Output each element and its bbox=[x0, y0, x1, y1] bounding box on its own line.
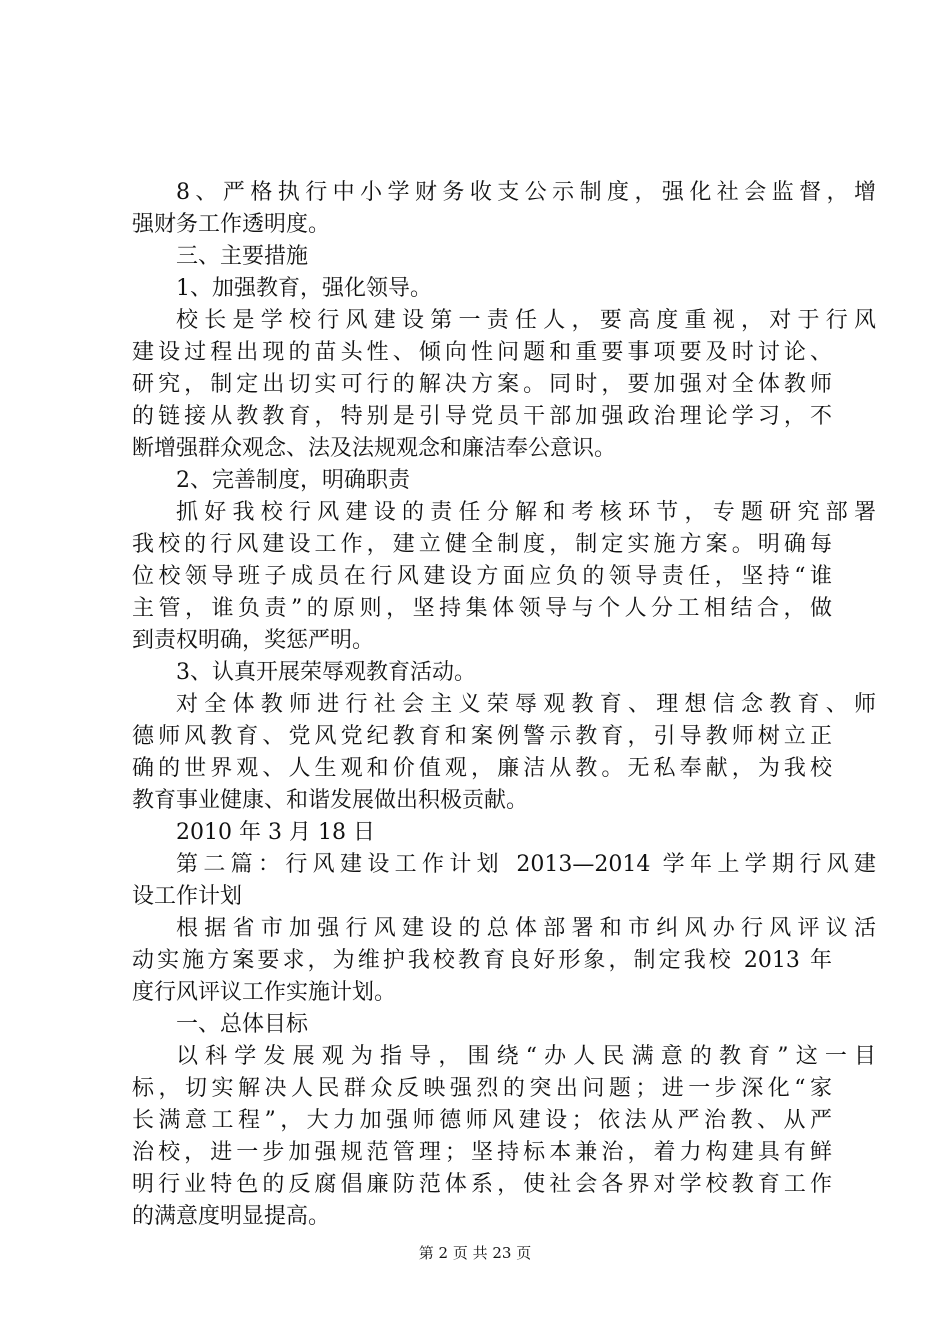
text-line: 抓好我校行风建设的责任分解和考核环节，专题研究部署 bbox=[176, 500, 876, 525]
section-heading: 一、总体目标 bbox=[176, 1012, 309, 1037]
text-line: 根据省市加强行风建设的总体部署和市纠风办行风评议活 bbox=[176, 916, 876, 941]
text-line: 动实施方案要求，为维护我校教育良好形象，制定我校 2013 年 bbox=[132, 948, 832, 973]
date-line: 2010 年 3 月 18 日 bbox=[176, 820, 375, 845]
text-line: 到责权明确，奖惩严明。 bbox=[132, 628, 375, 653]
text-line: 对全体教师进行社会主义荣辱观教育、理想信念教育、师 bbox=[176, 692, 876, 717]
page-footer: 第 2 页 共 23 页 bbox=[418, 1244, 532, 1262]
text-line: 校长是学校行风建设第一责任人，要高度重视，对于行风 bbox=[176, 308, 876, 333]
subsection-heading: 3、认真开展荣辱观教育活动。 bbox=[176, 660, 476, 685]
text-line: 8、严格执行中小学财务收支公示制度，强化社会监督，增 bbox=[176, 180, 876, 205]
text-line: 德师风教育、党风党纪教育和案例警示教育，引导教师树立正 bbox=[132, 724, 832, 749]
text-line: 教育事业健康、和谐发展做出积极贡献。 bbox=[132, 788, 529, 813]
chapter-title: 第二篇：行风建设工作计划 2013—2014 学年上学期行风建 bbox=[176, 852, 876, 877]
text-line: 治校，进一步加强规范管理；坚持标本兼治，着力构建具有鲜 bbox=[132, 1140, 832, 1165]
text-line: 明行业特色的反腐倡廉防范体系，使社会各界对学校教育工作 bbox=[132, 1172, 832, 1197]
text-line: 确的世界观、人生观和价值观，廉洁从教。无私奉献，为我校 bbox=[132, 756, 832, 781]
text-line: 度行风评议工作实施计划。 bbox=[132, 980, 397, 1005]
text-line: 主管，谁负责”的原则，坚持集体领导与个人分工相结合，做 bbox=[132, 596, 832, 621]
text-line: 以科学发展观为指导，围绕“办人民满意的教育”这一目 bbox=[176, 1044, 876, 1069]
text-line: 强财务工作透明度。 bbox=[132, 212, 331, 237]
text-line: 我校的行风建设工作，建立健全制度，制定实施方案。明确每 bbox=[132, 532, 832, 557]
subsection-heading: 2、完善制度，明确职责 bbox=[176, 468, 410, 493]
text-line: 研究，制定出切实可行的解决方案。同时，要加强对全体教师 bbox=[132, 372, 832, 397]
text-line: 长满意工程”，大力加强师德师风建设；依法从严治教、从严 bbox=[132, 1108, 832, 1133]
subsection-heading: 1、加强教育，强化领导。 bbox=[176, 276, 432, 301]
section-heading: 三、主要措施 bbox=[176, 244, 309, 269]
text-line: 位校领导班子成员在行风建设方面应负的领导责任，坚持“谁 bbox=[132, 564, 832, 589]
text-line: 标，切实解决人民群众反映强烈的突出问题；进一步深化“家 bbox=[132, 1076, 832, 1101]
text-line: 断增强群众观念、法及法规观念和廉洁奉公意识。 bbox=[132, 436, 617, 461]
chapter-title: 设工作计划 bbox=[132, 884, 243, 909]
text-line: 建设过程出现的苗头性、倾向性问题和重要事项要及时讨论、 bbox=[132, 340, 832, 365]
text-line: 的链接从教教育，特别是引导党员干部加强政治理论学习，不 bbox=[132, 404, 832, 429]
text-line: 的满意度明显提高。 bbox=[132, 1204, 331, 1229]
